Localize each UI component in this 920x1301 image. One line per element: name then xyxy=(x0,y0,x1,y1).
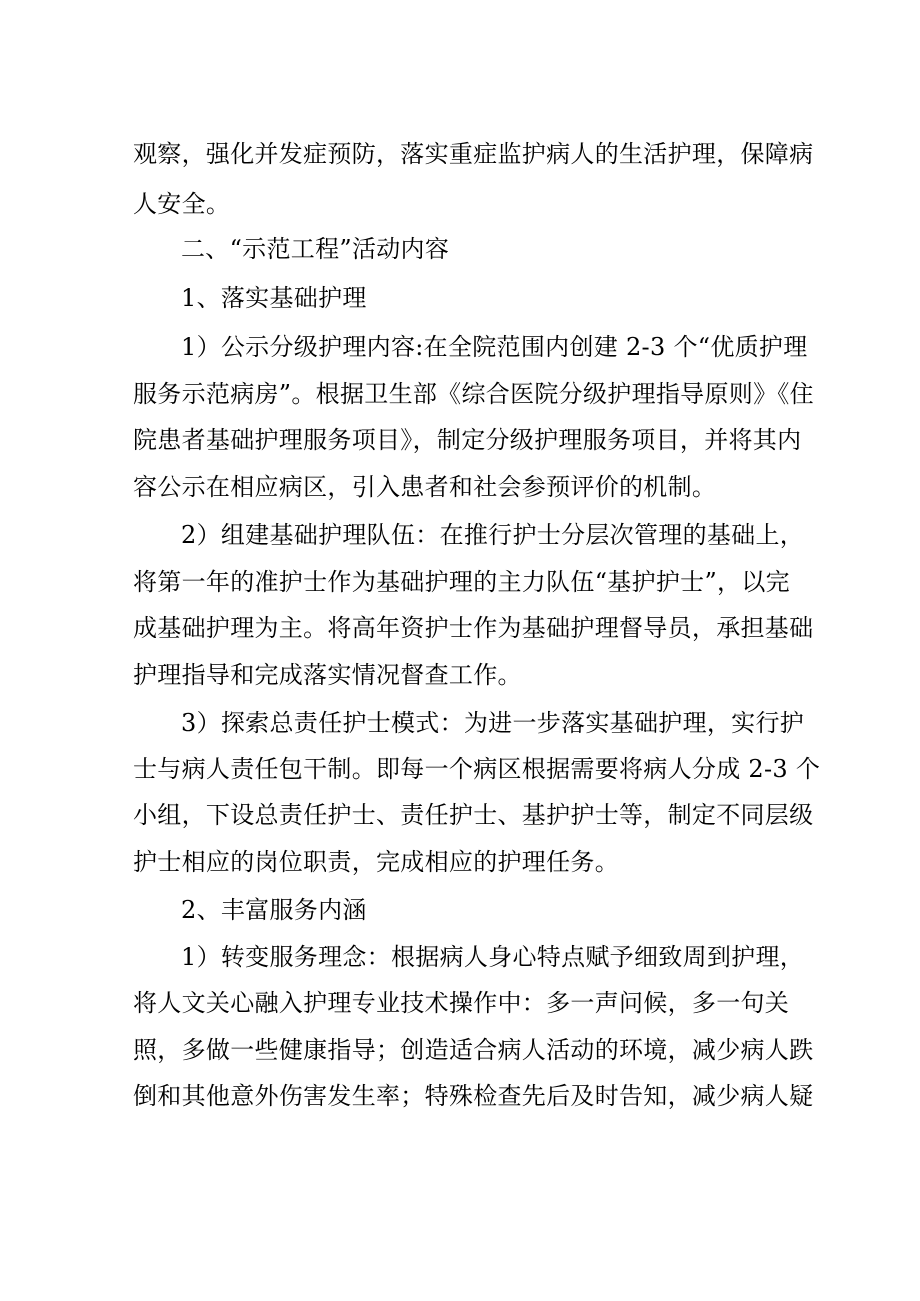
paragraph-line: 倒和其他意外伤害发生率；特殊检查先后及时告知，减少病人疑 xyxy=(133,1082,814,1110)
subsection-heading: 1、落实基础护理 xyxy=(181,284,367,312)
paragraph-line: 照，多做一些健康指导；创造适合病人活动的环境，减少病人跌 xyxy=(133,1036,814,1064)
paragraph-line: 3）探索总责任护士模式：为进一步落实基础护理，实行护 xyxy=(181,709,805,737)
paragraph-line: 观察，强化并发症预防，落实重症监护病人的生活护理，保障病 xyxy=(133,140,814,168)
paragraph-line: 容公示在相应病区，引入患者和社会参预评价的机制。 xyxy=(133,473,717,501)
paragraph-line: 将人文关心融入护理专业技术操作中：多一声问候，多一句关 xyxy=(133,989,790,1017)
paragraph-line: 小组，下设总责任护士、责任护士、基护护士等，制定不同层级 xyxy=(133,801,814,829)
paragraph-line: 人安全。 xyxy=(133,190,231,218)
paragraph-line: 服务示范病房”。根据卫生部《综合医院分级护理指导原则》《住 xyxy=(133,380,814,408)
paragraph-line: 护士相应的岗位职责，完成相应的护理任务。 xyxy=(133,848,619,876)
paragraph-line: 成基础护理为主。将高年资护士作为基础护理督导员，承担基础 xyxy=(133,614,814,642)
paragraph-line: 1）转变服务理念：根据病人身心特点赋予细致周到护理， xyxy=(181,943,805,971)
paragraph-line: 士与病人责任包干制。即每一个病区根据需要将病人分成 2-3 个 xyxy=(133,755,821,783)
paragraph-line: 将第一年的准护士作为基础护理的主力队伍“基护护士”，以完 xyxy=(133,568,790,596)
paragraph-line: 院患者基础护理服务项目》，制定分级护理服务项目，并将其内 xyxy=(133,426,802,454)
section-heading: 二、“示范工程”活动内容 xyxy=(181,235,450,263)
subsection-heading: 2、丰富服务内涵 xyxy=(181,896,367,924)
paragraph-line: 护理指导和完成落实情况督查工作。 xyxy=(133,661,522,689)
paragraph-line: 1）公示分级护理内容:在全院范围内创建 2-3 个“优质护理 xyxy=(181,333,808,361)
paragraph-line: 2）组建基础护理队伍：在推行护士分层次管理的基础上， xyxy=(181,521,805,549)
